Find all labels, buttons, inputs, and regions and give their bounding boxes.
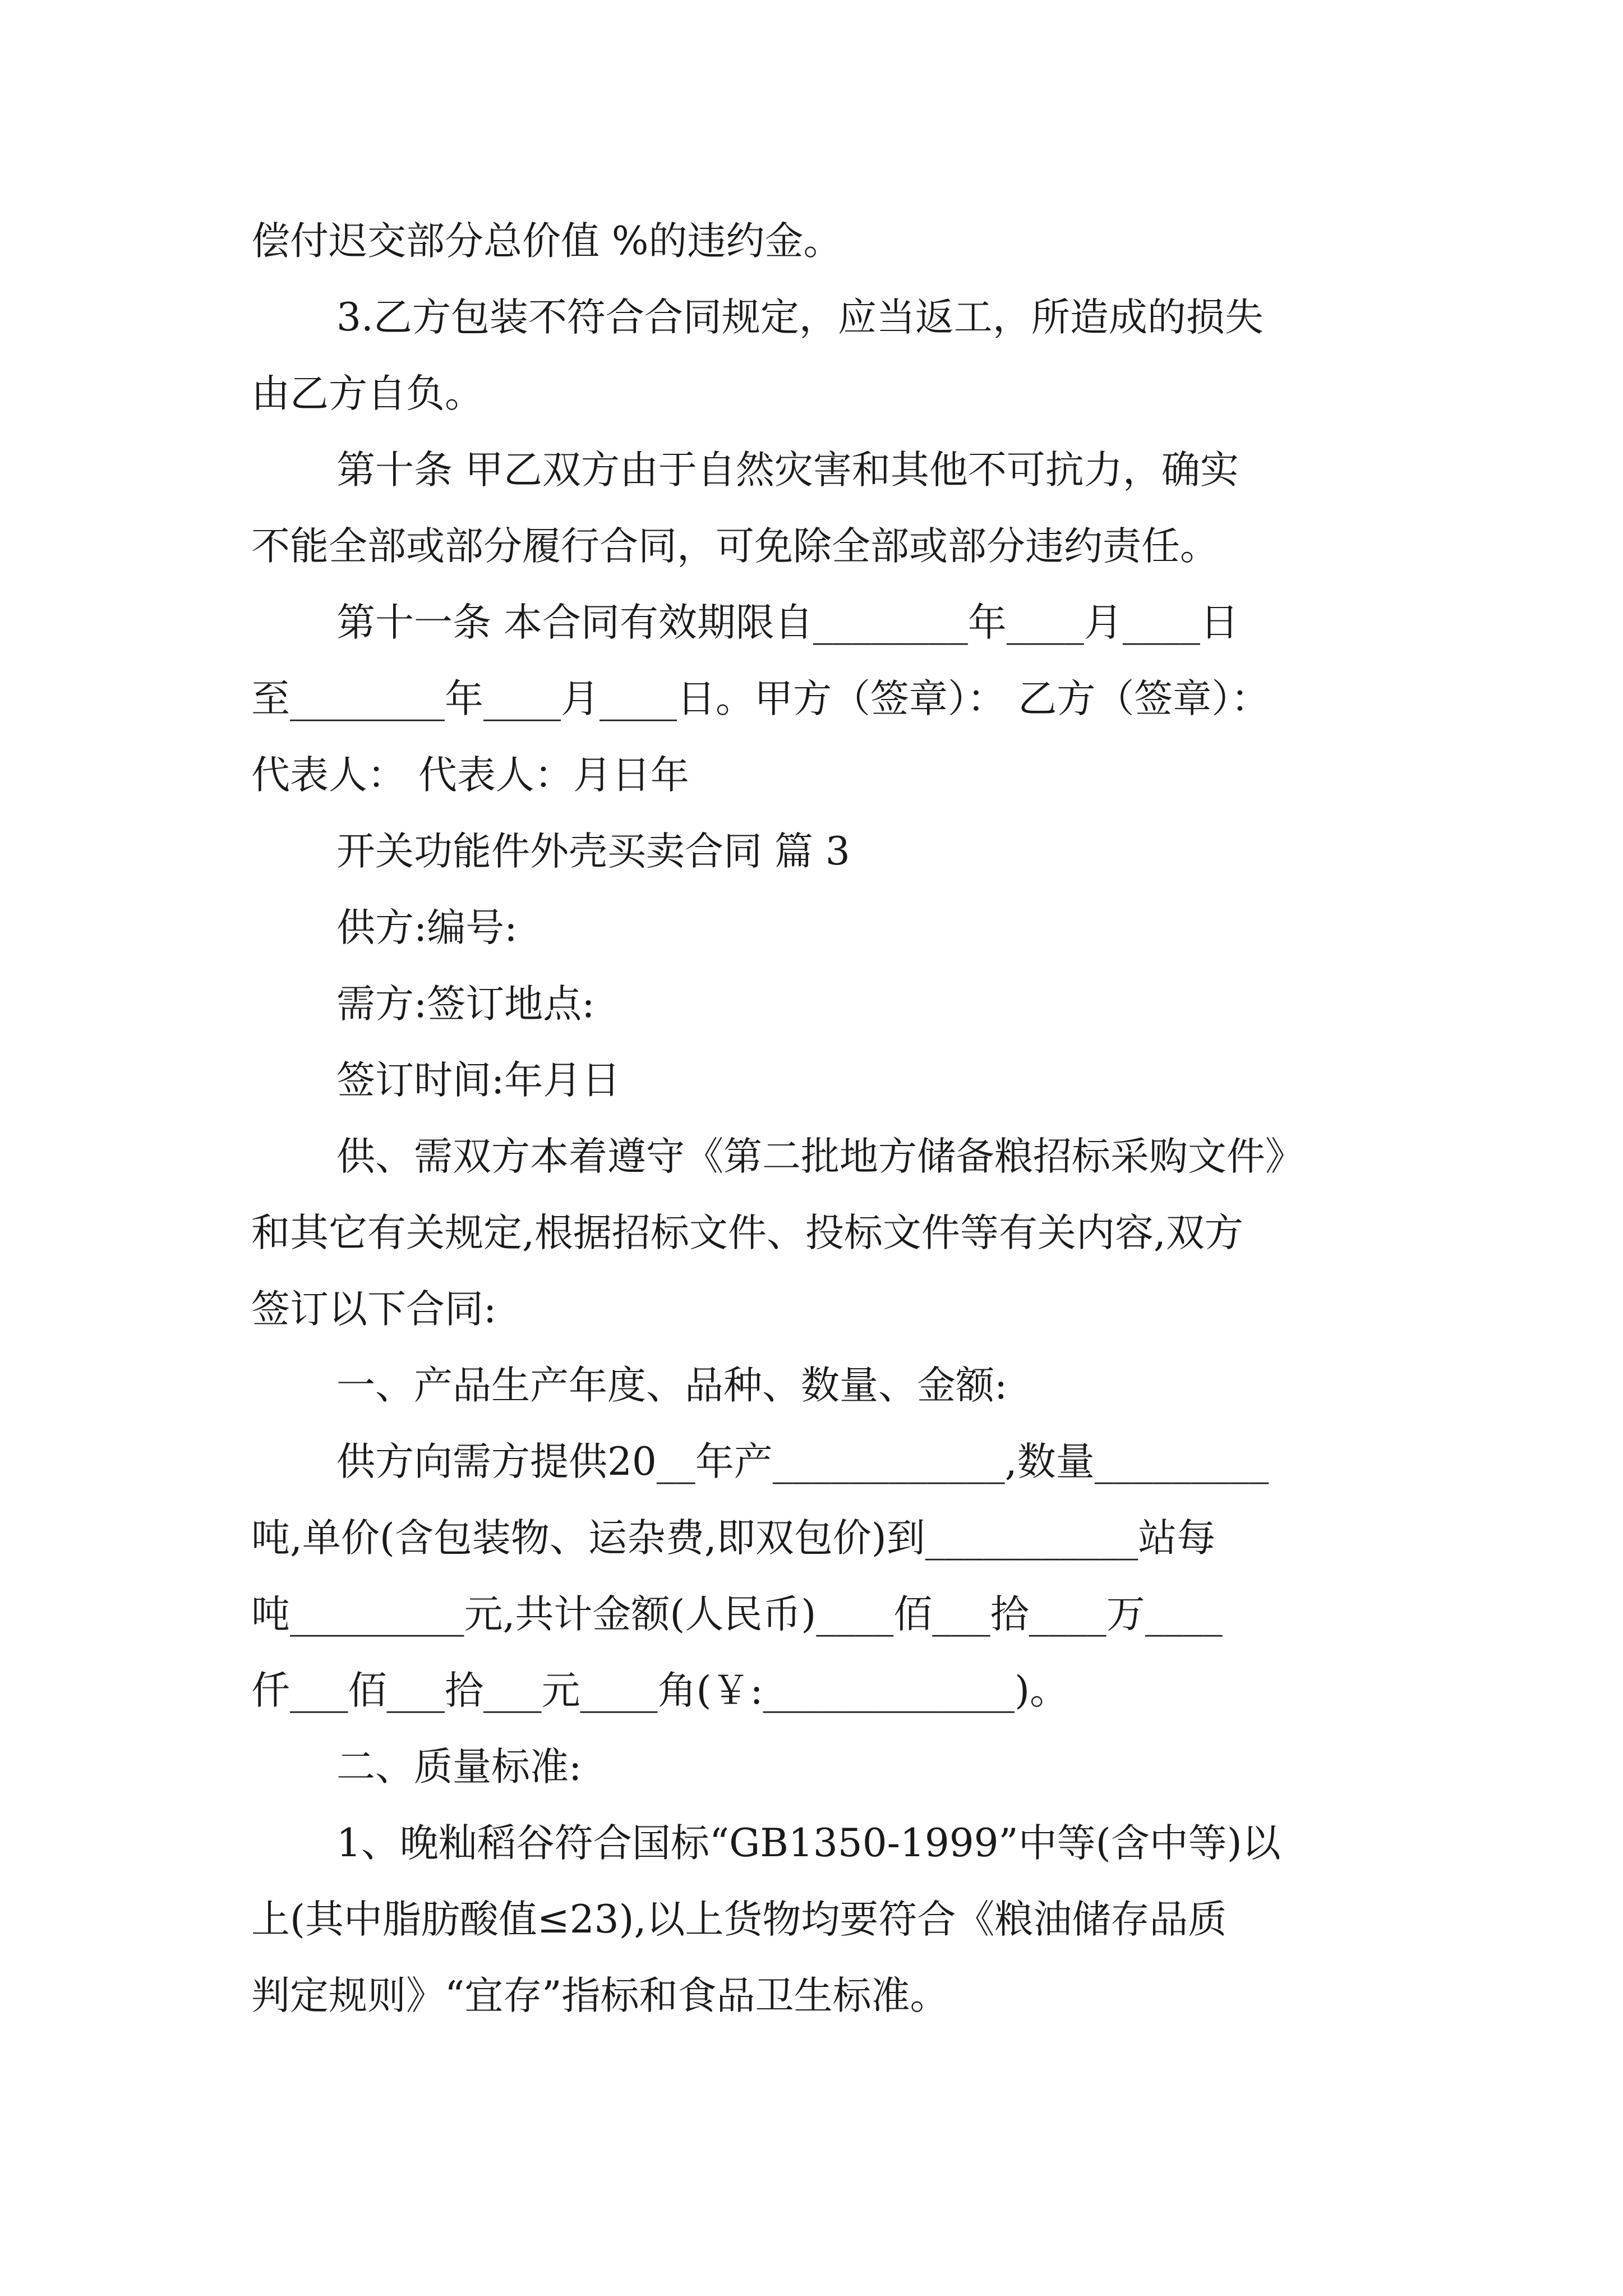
text-line: 判定规则》“宜存”指标和食品卫生标准。 <box>251 1973 949 2018</box>
text-line: 吨_________元,共计金额(人民币)____佰___拾____万____ <box>251 1592 1223 1637</box>
section-heading: 开关功能件外壳买卖合同 篇 3 <box>336 829 850 874</box>
text-line: 偿付迟交部分总价值 %的违约金。 <box>251 219 842 264</box>
text-line: 由乙方自负。 <box>251 371 483 416</box>
text-line: 需方:签订地点: <box>336 982 595 1027</box>
text-line: 一、产品生产年度、品种、数量、金额: <box>336 1363 1008 1408</box>
text-line: 供方:编号: <box>336 905 518 950</box>
text-line: 第十一条 本合同有效期限自________年____月____日 <box>336 600 1239 645</box>
text-line: 不能全部或部分履行合同，可免除全部或部分违约责任。 <box>251 524 1219 569</box>
text-line: 吨,单价(含包装物、运杂费,即双包价)到___________站每 <box>251 1516 1216 1561</box>
text-line: 仟___佰___拾___元____角(￥:_____________)。 <box>251 1668 1069 1713</box>
text-line: 1、晚籼稻谷符合国标“GB1350-1999”中等(含中等)以 <box>336 1821 1281 1866</box>
text-line: 供、需双方本着遵守《第二批地方储备粮招标采购文件》 <box>336 1134 1304 1179</box>
text-line: 二、质量标准: <box>336 1745 582 1789</box>
text-line: 签订以下合同: <box>251 1287 497 1332</box>
text-line: 签订时间:年月日 <box>336 1058 621 1103</box>
text-line: 代表人： 代表人：月日年 <box>251 753 689 798</box>
text-line: 至________年____月____日。甲方（签章）： 乙方（签章）： <box>251 677 1270 721</box>
text-line: 和其它有关规定,根据招标文件、投标文件等有关内容,双方 <box>251 1211 1243 1255</box>
text-line: 3.乙方包装不符合合同规定，应当返工，所造成的损失 <box>336 295 1264 340</box>
text-line: 上(其中脂肪酸值≤23),以上货物均要符合《粮油储存品质 <box>251 1897 1227 1942</box>
text-line: 第十条 甲乙双方由于自然灾害和其他不可抗力，确实 <box>336 448 1239 493</box>
text-line: 供方向需方提供20__年产____________,数量_________ <box>336 1439 1269 1484</box>
